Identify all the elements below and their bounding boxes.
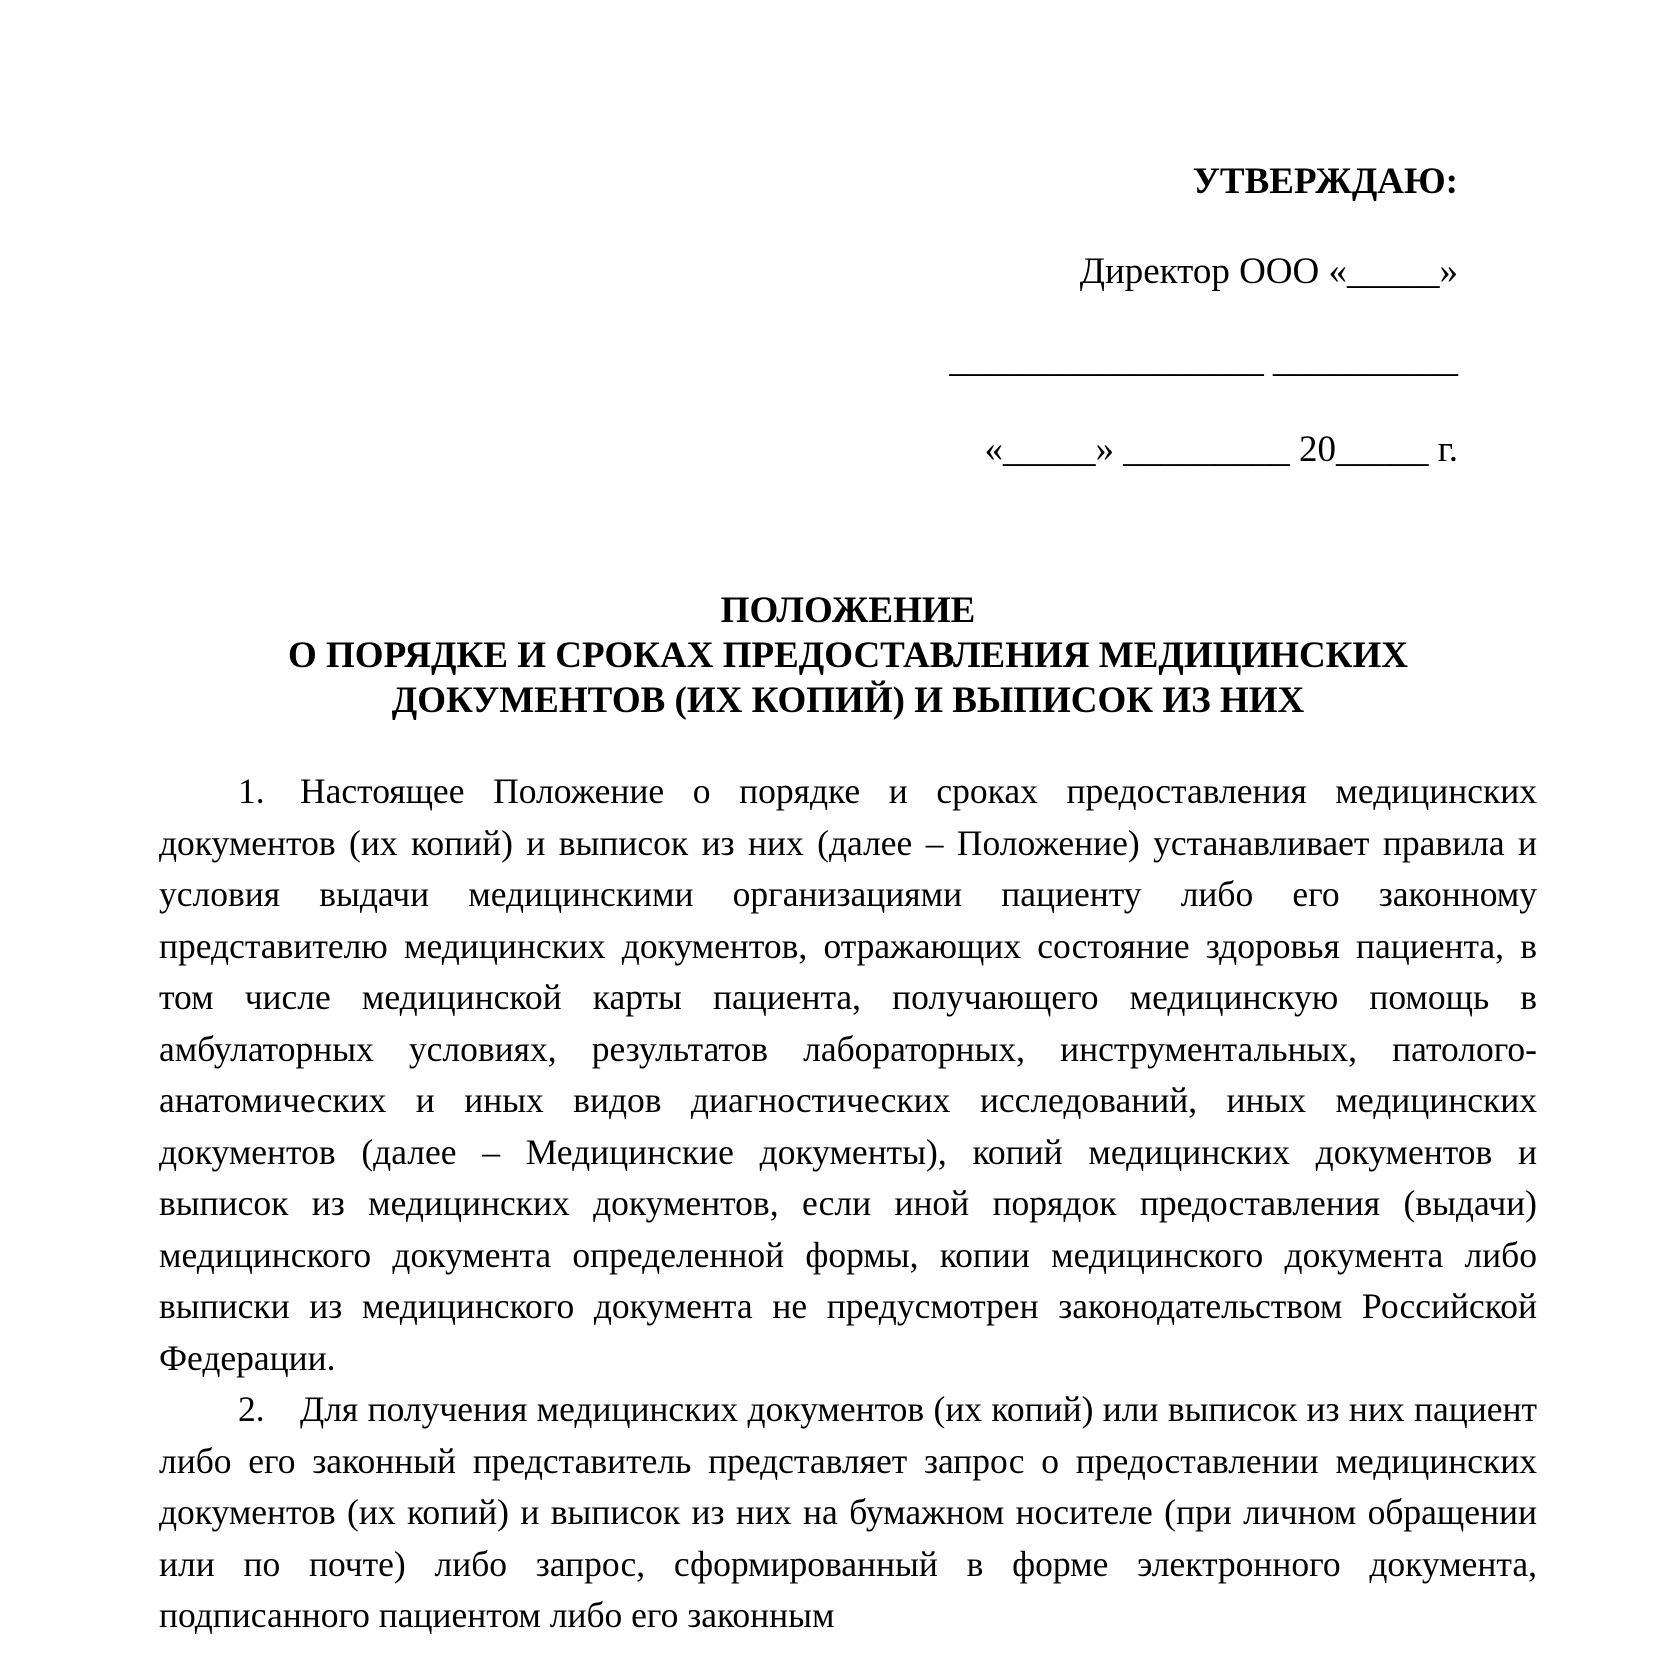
approval-date-line: «_____» _________ 20_____ г. [984,429,1458,470]
title-line-1: ПОЛОЖЕНИЕ [720,590,976,631]
paragraph-1 [159,766,1537,1384]
paragraph-number: 1. [238,771,265,811]
title-line-2: О ПОРЯДКЕ И СРОКАХ ПРЕДОСТАВЛЕНИЯ МЕДИЦИНСКИХ [287,635,1408,676]
paragraph-number: 2. [238,1389,265,1429]
document-title [159,588,1537,723]
paragraph-text: Для получения медицинских документов (их копий) или выписок из них пациент либо его законный представитель представляет запрос о предоставлении медицинских документов (их копий) и выписок из них на бумажном носителе (при личном обращении или по почте) либо запрос, сформированный в форме электронного документа, подписанного пациентом либо его законным [159,1389,1537,1635]
paragraph-2 [159,1384,1537,1642]
title-line-3: ДОКУМЕНТОВ (ИХ КОПИЙ) И ВЫПИСОК ИЗ НИХ [391,680,1305,721]
document-body [159,766,1537,1642]
approval-signature-line: _________________ __________ [949,339,1458,380]
approval-title: УТВЕРЖДАЮ: [1192,161,1458,202]
paragraph-text: Настоящее Положение о порядке и сроках предоставления медицинских документов (их копий) и выписок из них (далее – Положение) устанавливает правила и условия выдачи медицинскими организациями пациенту либо его законному представителю медицинских документов, отражающих состояние здоровья пациента, в том числе медицинской карты пациента, получающего медицинскую помощь в амбулаторных условиях, результатов лабораторных, инструментальных, патолого-анатомических и иных видов диагностических исследований, иных медицинских документов (далее – Медицинские документы), копий медицинских документов и выписок из медицинских документов, если иной порядок предоставления (выдачи) медицинского документа определенной формы, копии медицинского документа либо выписки из медицинского документа не предусмотрен законодательством Российской Федерации. [159,771,1537,1378]
approval-director: Директор ООО «_____» [1079,251,1458,292]
